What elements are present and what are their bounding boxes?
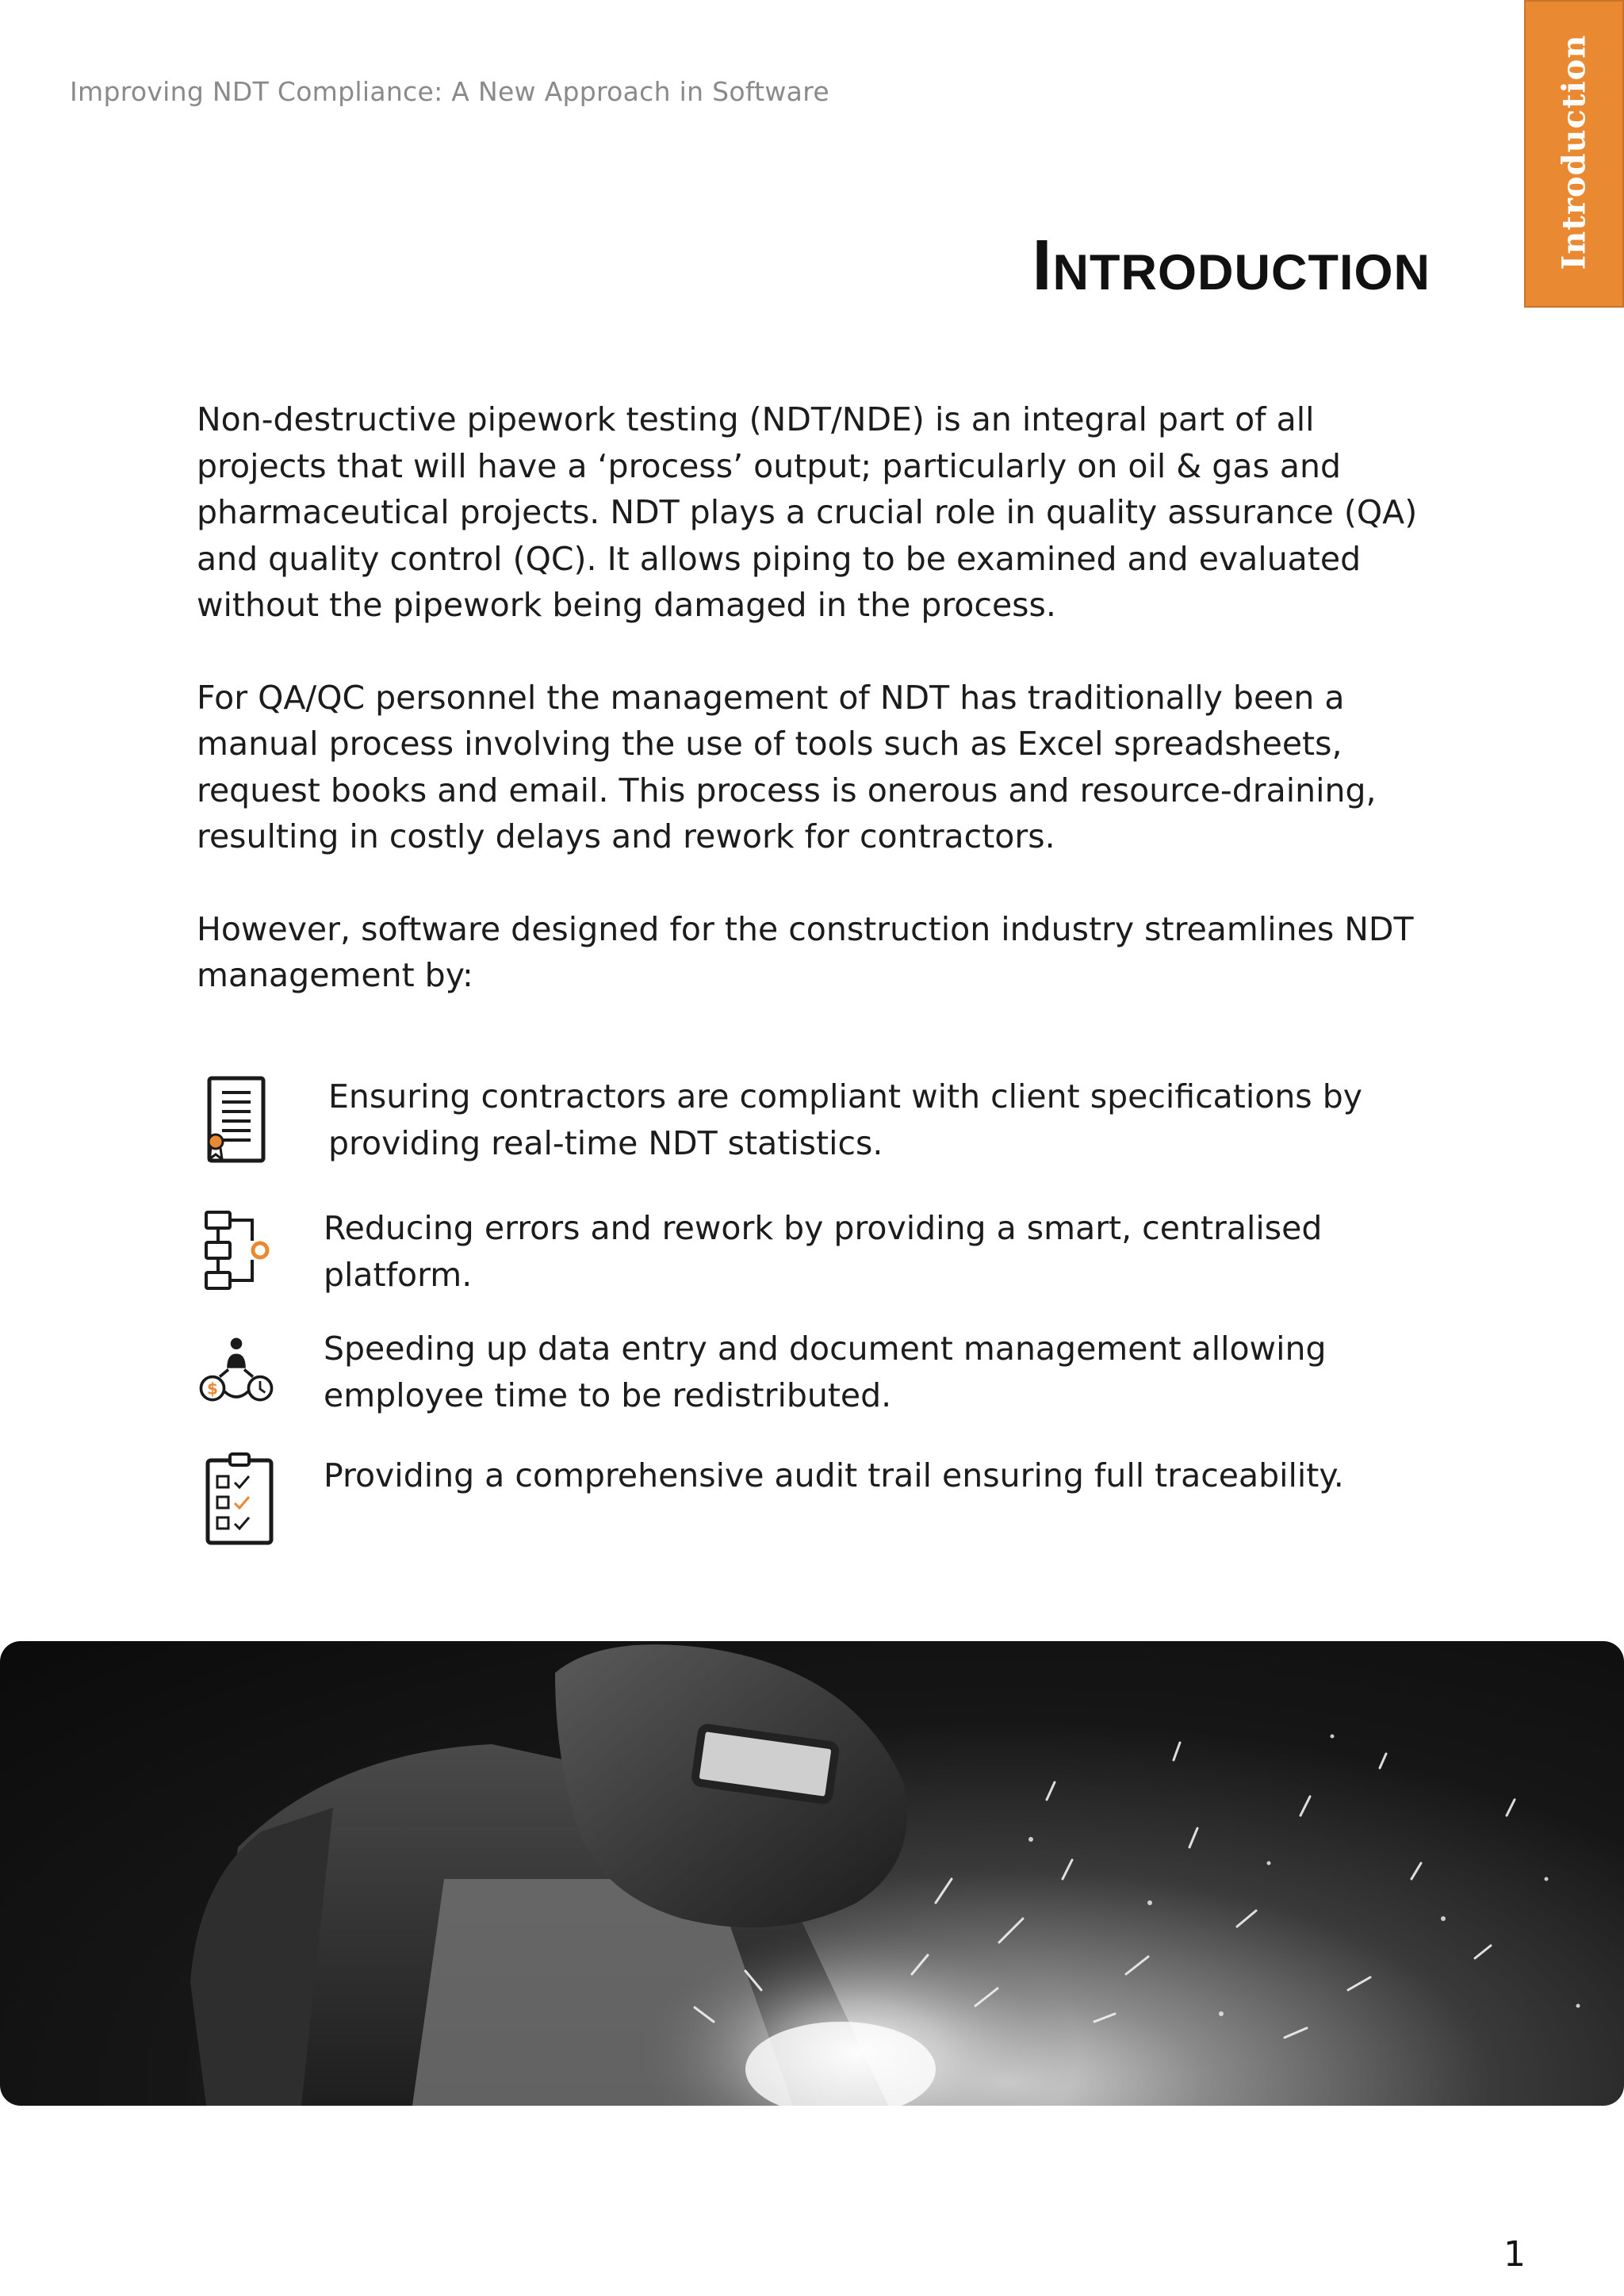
certificate-document-icon bbox=[198, 1073, 278, 1169]
page-title: Introduction bbox=[1032, 226, 1431, 305]
paragraph-software-intro: However, software designed for the construction industry streamlines NDT management by: bbox=[197, 909, 1414, 994]
running-header: Improving NDT Compliance: A New Approach in Software bbox=[70, 76, 829, 107]
welder-with-sparks-photo bbox=[0, 1641, 1624, 2106]
benefit-text: Providing a comprehensive audit trail ensuring full traceability. bbox=[324, 1456, 1344, 1494]
benefit-text: Ensuring contractors are compliant with client specifications by providing real-time NDT statistics. bbox=[328, 1077, 1362, 1162]
paragraph-traditional-process: For QA/QC personnel the management of NDT has traditionally been a manual process involving the use of tools such as Excel spreadsheets, request books and email. This process is onerous and resource-draining, resulting in costly delays and rework for contractors. bbox=[197, 678, 1377, 855]
svg-text:$: $ bbox=[207, 1379, 218, 1399]
flowchart-icon bbox=[200, 1205, 279, 1300]
intro-body bbox=[197, 396, 1434, 1045]
welder-illustration bbox=[0, 1641, 1624, 2106]
employee-time-money-icon bbox=[197, 1326, 276, 1421]
benefit-text: Speeding up data entry and document management allowing employee time to be redistributed. bbox=[324, 1330, 1327, 1414]
section-tab-label: Introduction bbox=[1555, 34, 1593, 270]
benefit-text: Reducing errors and rework by providing a smart, centralised platform. bbox=[324, 1209, 1323, 1294]
section-tab[interactable] bbox=[1524, 0, 1624, 308]
page-number: 1 bbox=[1503, 2234, 1526, 2275]
checklist-clipboard-icon bbox=[201, 1452, 281, 1548]
paragraph-ndt-overview: Non-destructive pipework testing (NDT/NDE) is an integral part of all projects that will have a ‘process’ output; particularly on oil & gas and pharmaceutical projects. NDT plays a crucial role in quality assurance (QA) and quality control (QC). It allows piping to be examined and evaluated without the pipework being damaged in the process. bbox=[197, 400, 1418, 624]
